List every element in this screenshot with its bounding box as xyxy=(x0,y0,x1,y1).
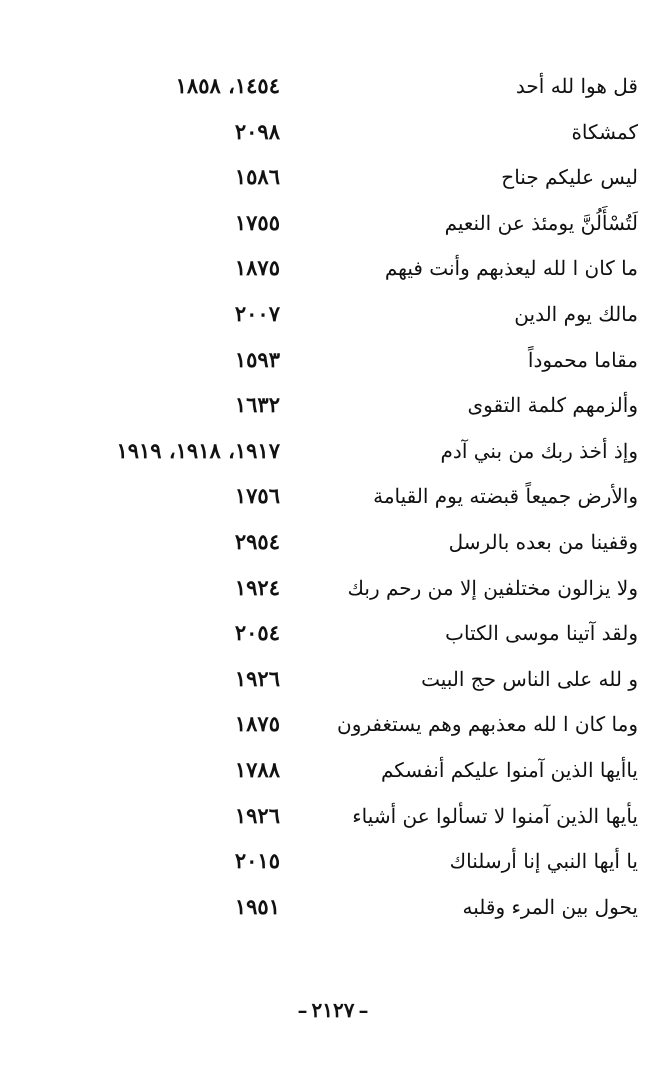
verse-text: يا أيها النبي إنا أرسلناك xyxy=(449,849,638,874)
verse-index-list xyxy=(0,64,666,930)
reference-numbers: ١٩٢٤ xyxy=(234,574,280,600)
verse-text: كمشكاة xyxy=(571,119,638,144)
index-row-5 xyxy=(0,246,666,292)
reference-numbers: ١٤٥٤، ١٨٥٨ xyxy=(175,73,280,98)
reference-numbers: ٢٠٠٧ xyxy=(234,300,280,326)
index-row-10 xyxy=(0,474,666,520)
reference-numbers: ١٧٥٦ xyxy=(234,483,280,509)
index-row-19 xyxy=(0,885,666,931)
reference-numbers: ١٩٥١ xyxy=(234,893,280,919)
verse-text: ما كان ا لله ليعذبهم وأنت فيهم xyxy=(384,256,638,281)
verse-text: ليس عليكم جناح xyxy=(501,165,638,190)
index-row-1 xyxy=(0,64,666,110)
index-row-15 xyxy=(0,702,666,748)
reference-numbers: ٢٠٥٤ xyxy=(234,620,280,646)
index-row-3 xyxy=(0,155,666,201)
page-number-value: ٢١٢٧ xyxy=(311,998,355,1022)
verse-text: مقاما محموداً xyxy=(527,347,638,372)
reference-numbers: ١٩٢٦ xyxy=(234,802,280,828)
verse-text: وإذ أخذ ربك من بني آدم xyxy=(440,438,638,463)
reference-numbers: ١٨٧٥ xyxy=(234,255,280,281)
page-number-dash-right: – xyxy=(358,998,369,1022)
verse-text: مالك يوم الدين xyxy=(514,301,638,326)
verse-text: وألزمهم كلمة التقوى xyxy=(467,393,638,418)
index-row-17 xyxy=(0,794,666,840)
page-number-dash-left: – xyxy=(297,998,308,1022)
verse-text: وما كان ا لله معذبهم وهم يستغفرون xyxy=(337,712,638,737)
verse-text: قل هوا لله أحد xyxy=(515,74,638,98)
index-row-18 xyxy=(0,839,666,885)
page-number xyxy=(0,996,666,1024)
reference-numbers: ١٧٥٥ xyxy=(234,209,280,235)
index-row-16 xyxy=(0,748,666,794)
reference-numbers: ١٥٨٦ xyxy=(234,164,280,190)
verse-text: ولقد آتينا موسى الكتاب xyxy=(445,621,638,646)
index-row-11 xyxy=(0,520,666,566)
reference-numbers: ١٦٣٢ xyxy=(234,392,280,418)
index-row-2 xyxy=(0,110,666,156)
index-row-9 xyxy=(0,429,666,475)
index-row-6 xyxy=(0,292,666,338)
reference-numbers: ١٨٧٥ xyxy=(234,711,280,737)
verse-text: والأرض جميعاً قبضته يوم القيامة xyxy=(373,484,638,509)
verse-text: ياأيها الذين آمنوا عليكم أنفسكم xyxy=(380,757,638,782)
index-row-12 xyxy=(0,566,666,612)
verse-text: ولا يزالون مختلفين إلا من رحم ربك xyxy=(347,575,638,600)
verse-text: يحول بين المرء وقلبه xyxy=(462,894,638,919)
verse-text: يأيها الذين آمنوا لا تسألوا عن أشياء xyxy=(352,803,638,828)
reference-numbers: ١٧٨٨ xyxy=(234,756,280,782)
reference-numbers: ١٩٢٦ xyxy=(234,665,280,691)
index-row-14 xyxy=(0,657,666,703)
verse-text: لَتُسْأَلُنَّ يومئذ عن النعيم xyxy=(444,210,638,235)
index-row-8 xyxy=(0,383,666,429)
index-row-4 xyxy=(0,201,666,247)
reference-numbers: ٢٩٥٤ xyxy=(234,528,280,554)
verse-text: و لله على الناس حج البيت xyxy=(421,666,638,691)
index-row-13 xyxy=(0,611,666,657)
verse-text: وقفينا من بعده بالرسل xyxy=(448,529,638,554)
reference-numbers: ٢٠١٥ xyxy=(234,848,280,874)
index-row-7 xyxy=(0,338,666,384)
reference-numbers: ١٥٩٣ xyxy=(234,346,280,372)
reference-numbers: ٢٠٩٨ xyxy=(234,118,280,144)
reference-numbers: ١٩١٧، ١٩١٨، ١٩١٩ xyxy=(116,437,280,463)
